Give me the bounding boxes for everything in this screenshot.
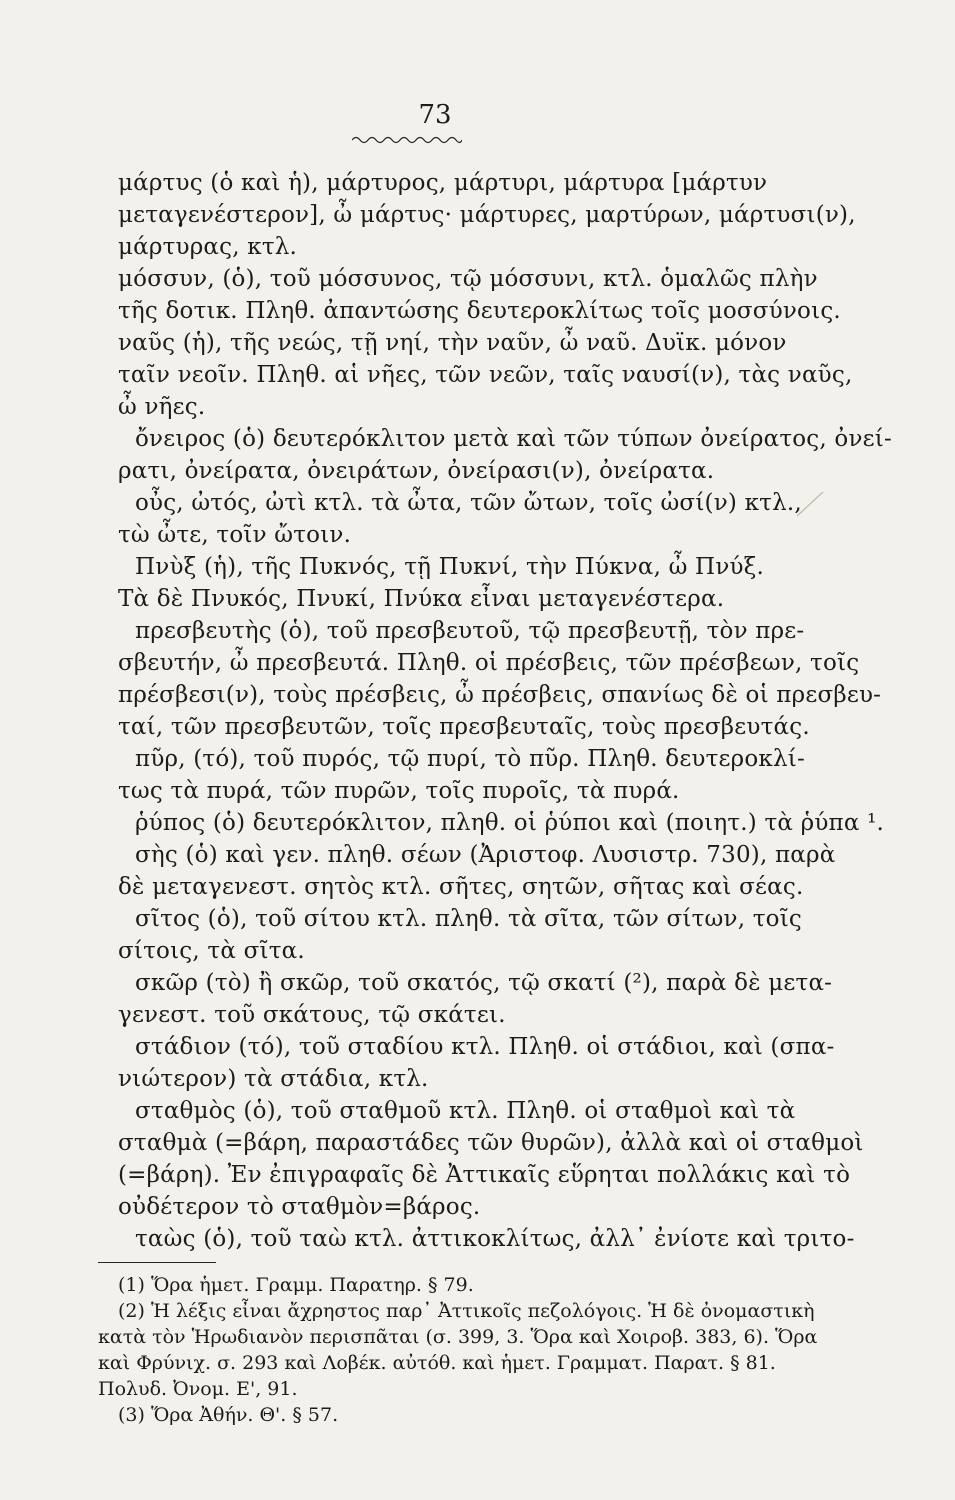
- footnote-divider: [98, 1262, 216, 1263]
- text-line: ὄνειρος (ὁ) δευτερόκλιτον μετὰ καὶ τῶν τύπων ὀνείρατος, ὀνεί-: [135, 426, 892, 452]
- text-line: οὖς, ὠτός, ὠτὶ κτλ. τὰ ὦτα, τῶν ὤτων, τοῖς ὠσί(ν) κτλ.,: [135, 490, 802, 516]
- footnote-line: καὶ Φρύνιχ. σ. 293 καὶ Λοβέκ. αὐτόθ. καὶ ἡμετ. Γραμματ. Παρατ. § 81.: [98, 1352, 776, 1374]
- text-line: μάρτυρας, κτλ.: [118, 234, 298, 260]
- pencil-mark: [795, 490, 825, 518]
- text-line: μόσσυν, (ὁ), τοῦ μόσσυνος, τῷ μόσσυνι, κτλ. ὁμαλῶς πλὴν: [118, 266, 818, 292]
- text-line: νιώτερον) τὰ στάδια, κτλ.: [118, 1066, 429, 1092]
- text-line: Πνὺξ (ἡ), τῆς Πυκνός, τῇ Πυκνί, τὴν Πύκνα, ὦ Πνύξ.: [135, 554, 765, 580]
- text-line: σίτοις, τὰ σῖτα.: [118, 938, 305, 964]
- text-line: σὴς (ὁ) καὶ γεν. πληθ. σέων (Ἀριστοφ. Λυσιστρ. 730), παρὰ: [135, 842, 836, 868]
- text-line: γενεστ. τοῦ σκάτους, τῷ σκάτει.: [118, 1002, 506, 1028]
- text-line: ταὼς (ὁ), τοῦ ταὼ κτλ. ἀττικοκλίτως, ἀλλ᾽ ἐνίοτε καὶ τριτο-: [135, 1226, 855, 1252]
- text-line: σβευτήν, ὦ πρεσβευτά. Πληθ. οἱ πρέσβεις, τῶν πρέσβεων, τοῖς: [118, 650, 860, 676]
- page-number: 73: [418, 100, 452, 130]
- text-line: ὦ νῆες.: [118, 394, 206, 420]
- text-line: μεταγενέστερον], ὦ μάρτυς· μάρτυρες, μαρτύρων, μάρτυσι(ν),: [118, 202, 856, 228]
- footnote-line: (1) Ὅρα ἡμετ. Γραμμ. Παρατηρ. § 79.: [118, 1274, 474, 1296]
- text-line: σταθμὰ (=βάρη, παραστάδες τῶν θυρῶν), ἀλλὰ καὶ οἱ σταθμοὶ: [118, 1130, 864, 1156]
- text-line: στάδιον (τό), τοῦ σταδίου κτλ. Πληθ. οἱ στάδιοι, καὶ (σπα-: [135, 1034, 835, 1060]
- text-line: πρεσβευτὴς (ὁ), τοῦ πρεσβευτοῦ, τῷ πρεσβευτῇ, τὸν πρε-: [135, 618, 805, 644]
- text-line: ῥύπος (ὁ) δευτερόκλιτον, πληθ. οἱ ῥύποι καὶ (ποιητ.) τὰ ῥύπα ¹.: [135, 810, 885, 836]
- text-line: ταί, τῶν πρεσβευτῶν, τοῖς πρεσβευταῖς, τοὺς πρεσβευτάς.: [118, 714, 810, 740]
- text-line: σῖτος (ὁ), τοῦ σίτου κτλ. πληθ. τὰ σῖτα, τῶν σίτων, τοῖς: [135, 906, 802, 932]
- text-line: πρέσβεσι(ν), τοὺς πρέσβεις, ὦ πρέσβεις, σπανίως δὲ οἱ πρεσβευ-: [118, 682, 882, 708]
- text-line: σταθμὸς (ὁ), τοῦ σταθμοῦ κτλ. Πληθ. οἱ σταθμοὶ καὶ τὰ: [135, 1098, 796, 1124]
- text-line: ταῖν νεοῖν. Πληθ. αἱ νῆες, τῶν νεῶν, ταῖς ναυσί(ν), τὰς ναῦς,: [118, 362, 853, 388]
- text-line: τῆς δοτικ. Πληθ. ἀπαντώσης δευτεροκλίτως τοῖς μοσσύνοις.: [118, 298, 841, 324]
- text-line: μάρτυς (ὁ καὶ ἡ), μάρτυρος, μάρτυρι, μάρτυρα [μάρτυν: [118, 170, 768, 196]
- text-line: πῦρ, (τό), τοῦ πυρός, τῷ πυρί, τὸ πῦρ. Πληθ. δευτεροκλί-: [135, 746, 805, 772]
- wavy-ornament: [352, 134, 462, 146]
- footnote-line: (3) Ὅρα Ἀθήν. Θ'. § 57.: [118, 1404, 339, 1426]
- footnote-line: κατὰ τὸν Ἡρωδιανὸν περισπᾶται (σ. 399, 3. Ὅρα καὶ Χοιροβ. 383, 6). Ὅρα: [98, 1326, 818, 1348]
- text-line: τως τὰ πυρά, τῶν πυρῶν, τοῖς πυροῖς, τὰ πυρά.: [118, 778, 680, 804]
- text-line: Τὰ δὲ Πνυκός, Πνυκί, Πνύκα εἶναι μεταγενέστερα.: [118, 586, 725, 612]
- footnote-line: Πολυδ. Ὀνομ. Ε', 91.: [98, 1378, 298, 1400]
- text-line: δὲ μεταγενεστ. σητὸς κτλ. σῆτες, σητῶν, σῆτας καὶ σέας.: [118, 874, 804, 900]
- text-line: ναῦς (ἡ), τῆς νεώς, τῇ νηί, τὴν ναῦν, ὦ ναῦ. Δυϊκ. μόνον: [118, 330, 787, 356]
- text-line: (=βάρη). Ἐν ἐπιγραφαῖς δὲ Ἀττικαῖς εὕρηται πολλάκις καὶ τὸ: [118, 1162, 851, 1188]
- text-line: οὐδέτερον τὸ σταθμὸν=βάρος.: [118, 1194, 481, 1220]
- text-line: ρατι, ὀνείρατα, ὀνειράτων, ὀνείρασι(ν), ὀνείρατα.: [118, 458, 715, 484]
- footnote-line: (2) Ἡ λέξις εἶναι ἄχρηστος παρ᾽ Ἀττικοῖς πεζολόγοις. Ἡ δὲ ὀνομαστικὴ: [118, 1300, 815, 1322]
- text-line: τὼ ὦτε, τοῖν ὤτοιν.: [118, 522, 352, 548]
- text-line: σκῶρ (τὸ) ἢ σκῶρ, τοῦ σκατός, τῷ σκατί (²), παρὰ δὲ μετα-: [135, 970, 833, 996]
